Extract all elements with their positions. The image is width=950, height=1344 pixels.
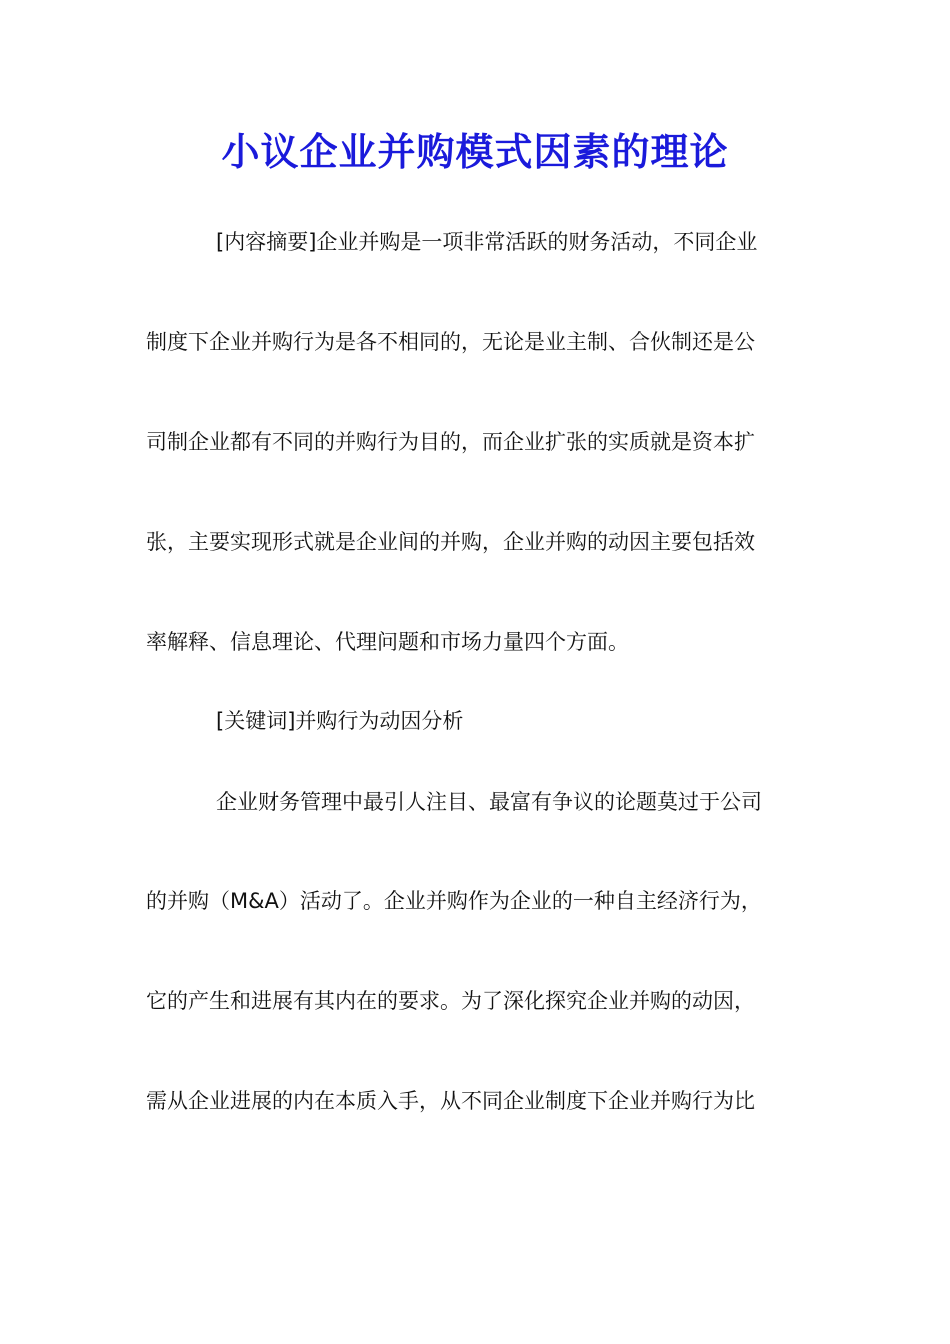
abstract-line-2: 制度下企业并购行为是各不相同的，无论是业主制、合伙制还是公: [146, 330, 755, 354]
body-line-2: 的并购（M&A）活动了。企业并购作为企业的一种自主经济行为，: [146, 889, 762, 913]
abstract-line-1: [内容摘要]企业并购是一项非常活跃的财务活动，不同企业: [216, 230, 758, 254]
document-title: 小议企业并购模式因素的理论: [221, 129, 729, 174]
abstract-line-4: 张，主要实现形式就是企业间的并购，企业并购的动因主要包括效: [146, 530, 755, 554]
body-line-4: 需从企业进展的内在本质入手，从不同企业制度下企业并购行为比: [146, 1089, 755, 1113]
body-line-1: 企业财务管理中最引人注目、最富有争议的论题莫过于公司: [216, 790, 762, 814]
abstract-line-5: 率解释、信息理论、代理问题和市场力量四个方面。: [146, 630, 629, 654]
abstract-line-3: 司制企业都有不同的并购行为目的，而企业扩张的实质就是资本扩: [146, 430, 755, 454]
body-line-3: 它的产生和进展有其内在的要求。为了深化探究企业并购的动因，: [146, 989, 755, 1013]
keywords-line: [关键词]并购行为动因分析: [216, 709, 464, 733]
